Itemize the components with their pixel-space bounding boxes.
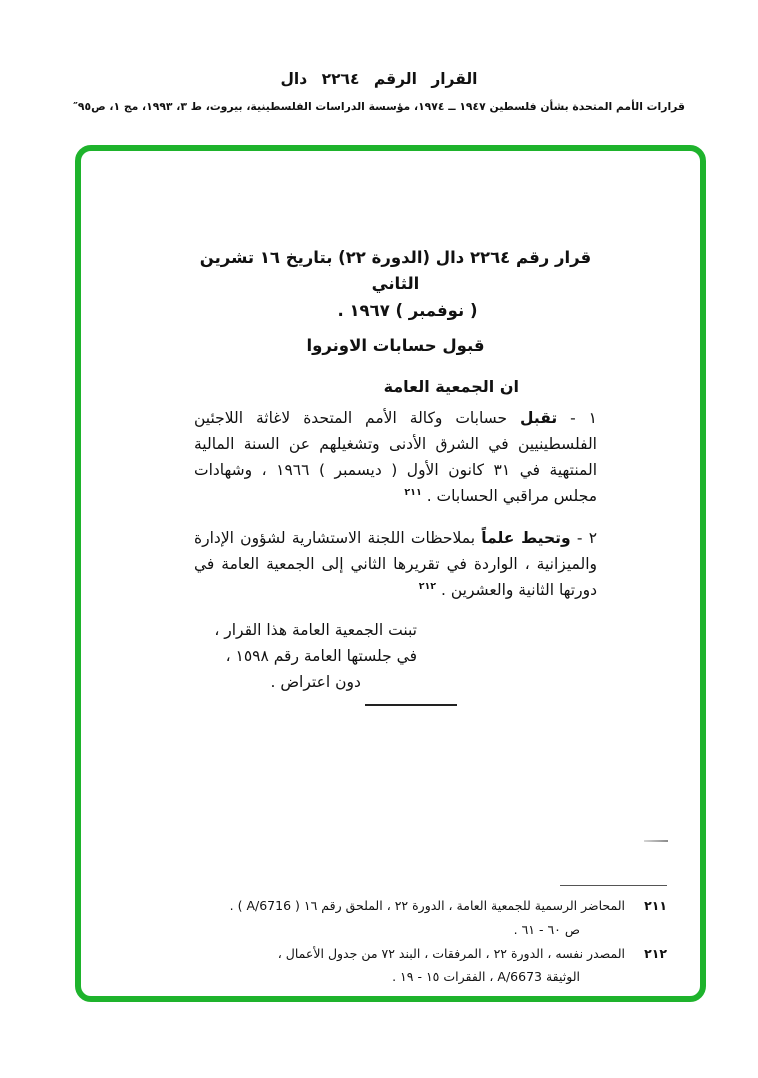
adoption-line-2: في جلستها العامة رقم ١٥٩٨ ،: [225, 646, 417, 665]
document-body: [194, 245, 597, 706]
footnote-211-line2: ص ٦٠ - ٦١ .: [513, 921, 580, 937]
footnote-212-line1: المصدر نفسه ، الدورة ٢٢ ، المرفقات ، البند ٧٢ من جدول الأعمال ،: [277, 945, 625, 961]
footnote-212-number: ٢١٢: [644, 945, 667, 961]
footnote-211-line1: المحاضر الرسمية للجمعية العامة ، الدورة ٢٢ ، الملحق رقم ١٦ ( A/6716 ) .: [229, 898, 625, 913]
adoption-statement: [214, 618, 417, 695]
paragraph-2-text: بملاحظات اللجنة الاستشارية لشؤون الإدارة والميزانية ، الواردة في تقريرها الثاني إلى الجمعية العامة في دورتها الثانية والعشرين .: [194, 528, 597, 599]
footnote-divider-rule: [560, 885, 667, 886]
page-header-title: القرار الرقم ٢٢٦٤ دال: [280, 70, 478, 88]
footnotes-section: [119, 885, 667, 989]
opening-clause: ان الجمعية العامة: [383, 377, 519, 397]
resolution-title-line1: قرار رقم ٢٢٦٤ دال (الدورة ٢٢) بتاريخ ١٦ تشرين الثاني: [199, 248, 592, 294]
paragraph-1: [194, 405, 597, 509]
section-divider-rule: [365, 704, 457, 706]
footnote-211-text: [119, 894, 625, 942]
footnote-ref-212: ٢١٢: [418, 580, 437, 592]
resolution-title-line2: ( نوفمبر ) ١٩٦٧ .: [337, 300, 478, 320]
paragraph-2-keyword: وتحيط علماً: [481, 528, 571, 547]
footnote-ref-211: ٢١١: [404, 487, 422, 499]
footnote-211-number: ٢١١: [644, 898, 667, 913]
document-frame: [75, 145, 706, 1002]
adoption-line-3: دون اعتراض .: [270, 672, 361, 691]
footnote-212-text: [119, 942, 625, 990]
paragraph-1-text: حسابات وكالة الأمم المتحدة لاغاثة اللاجئين الفلسطينيين في الشرق الأدنى وتشغيلهم عن السنة المالية المنتهية في ٣١ كانون الأول ( ديسمبر ) ١٩٦٦ ، وشهادات مجلس مراقبي الحسابات .: [194, 409, 597, 506]
footnote-212: [119, 942, 667, 990]
page-header-source-line: قرارات الأمم المتحدة بشأن فلسطين ١٩٤٧ ــ ١٩٧٤، مؤسسة الدراسات الفلسطينية، بيروت، ط ٣، ١٩٩٣، مج ١، ص٩٥″: [73, 100, 685, 113]
footnote-212-line2: الوثيقة A/6673 ، الفقرات ١٥ - ١٩ .: [392, 969, 580, 985]
resolution-subject: قبول حسابات الاونروا: [306, 336, 485, 356]
paragraph-2: [194, 525, 597, 603]
paragraph-2-number: ٢ -: [570, 528, 598, 547]
paragraph-1-number: ١ -: [557, 409, 597, 428]
adoption-line-1: تبنت الجمعية العامة هذا القرار ،: [214, 621, 417, 640]
footnote-211: [119, 894, 667, 942]
paragraph-1-keyword: تقبل: [520, 409, 558, 428]
stray-scan-mark: [644, 840, 668, 842]
